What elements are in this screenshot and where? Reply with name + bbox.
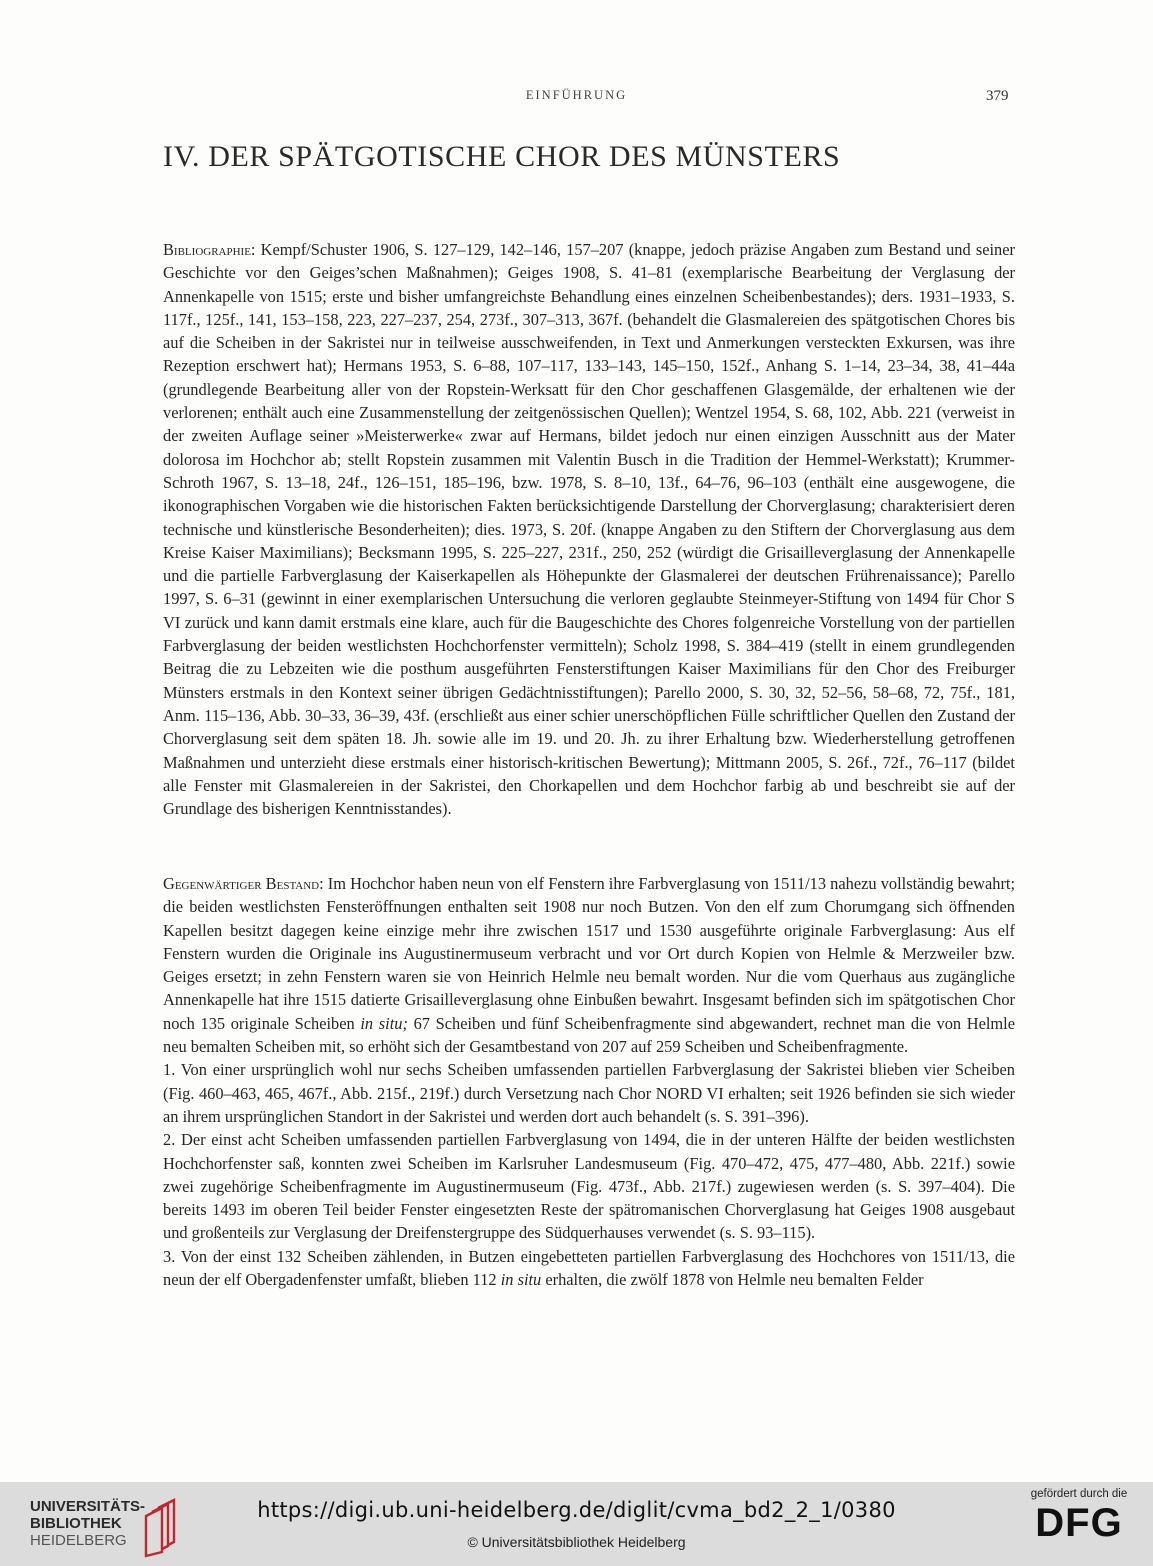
footer-bar: [0, 1482, 1153, 1566]
holdings-item-3: [163, 1245, 1015, 1292]
page-number: 379: [986, 88, 1009, 104]
chapter-title: IV. DER SPÄTGOTISCHE CHOR DES MÜNSTERS: [163, 140, 841, 173]
dfg-logo-text: DFG: [1035, 1501, 1123, 1545]
holdings-item-2: 2. Der einst acht Scheiben umfassenden partiellen Farbverglasung von 1494, die in der unteren Hälfte der beiden westlichsten Hochchorfenster saß, konnten zwei Scheiben im Karlsruher Landesmuseum (Fig. 470–472, 475, 477–480, Abb. 221f.) sowie zwei zugehörige Scheibenfragmente im Augustinermuseum (Fig. 473f., Abb. 217f.) zugewiesen werden (s. S. 397–404). Die bereits 1493 im oberen Teil beider Fenster eingesetzten Reste der spätromanischen Chorverglasung hat Geiges 1908 ausgebaut und großenteils zur Verglasung der Dreifenstergruppe des Südquerhauses verwendet (s. S. 93–115).: [163, 1130, 1015, 1243]
holdings-item-3-text: 3. Von der einst 132 Scheiben zählenden, in Butzen eingebetteten partiellen Farbverglasung des Hochchores von 1511/13, die neun der elf Obergadenfenster umfaßt, blieben 112: [163, 1246, 1015, 1290]
holdings-intro-italic: in situ;: [360, 1013, 408, 1033]
funding-caption: gefördert durch die: [1030, 1488, 1128, 1500]
running-head: EINFÜHRUNG: [525, 88, 628, 102]
library-name-line-3: HEIDELBERG: [30, 1532, 127, 1549]
holdings-label: Gegenwärtiger Bestand:: [163, 874, 324, 893]
holdings-intro-paragraph: [163, 872, 1015, 1058]
bibliography-label: Bibliographie:: [163, 240, 256, 259]
bibliography-paragraph: [163, 238, 1015, 820]
library-name-line-2: BIBLIOTHEK: [30, 1515, 122, 1532]
current-holdings-section: [163, 872, 1015, 1291]
bibliography-text: Kempf/Schuster 1906, S. 127–129, 142–146, 157–207 (knappe, jedoch präzise Angaben zum Bestand und seiner Geschichte vor den Geiges’schen Maßnahmen); Geiges 1908, S. 41–81 (exemplarische Bearbeitung der Verglasung der Annenkapelle von 1515; erste und bisher umfangreichste Behandlung eines einzelnen Scheibenbestandes); ders. 1931–1933, S. 117f., 125f., 141, 153–158, 223, 227–237, 254, 273f., 307–313, 367f. (behandelt die Glasmalereien des spätgotischen Chores bis auf die Scheiben in der Sakristei nur in teilweise ausschweifenden, in Text und Anmerkungen versteckten Exkursen, was ihre Rezeption erschwert hat); Hermans 1953, S. 6–88, 107–117, 133–143, 145–150, 152f., Anhang S. 1–14, 23–34, 38, 41–44a (grundlegende Bearbeitung aller von der Ropstein-Werksatt für den Chor geschaffenen Glasgemälde, der erhaltenen wie der verlorenen; enthält auch eine Zusammenstellung der zeitgenössischen Quellen); Wentzel 1954, S. 68, 102, Abb. 221 (verweist in der zweiten Auflage seiner »Meisterwerke« zwar auf Hermans, bildet jedoch nur einen einzigen Ausschnitt aus der Mater dolorosa im Hochchor ab; stellt Ropstein zusammen mit Valentin Busch in die Tradition der Hemmel-Werkstatt); Krummer-Schroth 1967, S. 13–18, 24f., 126–151, 185–196, bzw. 1978, S. 8–10, 13f., 64–76, 96–103 (enthält eine ausgewogene, die ikonographischen Vorgaben wie die historischen Fakten berücksichtigende Darstellung der Chorverglasung; charakterisiert deren technische und künstlerische Besonderheiten); dies. 1973, S. 20f. (knappe Angaben zu den Stiftern der Chorverglasung aus dem Kreise Kaiser Maximilians); Becksmann 1995, S. 225–227, 231f., 250, 252 (würdigt die Grisailleverglasung der Annenkapelle und die partielle Farbverglasung der Kaiserkapellen als Höhepunkte der Glasmalerei der deutschen Frührenaissance); Parello 1997, S. 6–31 (gewinnt in einer exemplarischen Untersuchung die verloren geglaubte Steinmeyer-Stiftung von 1494 für Chor S VI zurück und kann damit erstmals eine klare, auch für die Baugeschichte des Chores folgenreiche Vorstellung von der partiellen Farbverglasung der beiden westlichsten Hochchorfenster vermitteln); Scholz 1998, S. 384–419 (stellt in einem grundlegenden Beitrag die zu Lebzeiten wie die posthum ausgeführten Fensterstiftungen Kaiser Maximilians für den Chor des Freiburger Münsters erstmals in den Kontext seiner übrigen Gedächtnisstiftungen); Parello 2000, S. 30, 32, 52–56, 58–68, 72, 75f., 181, Anm. 115–136, Abb. 30–33, 36–39, 43f. (erschließt aus einer schier unerschöpflichen Fülle schriftlicher Quellen den Zustand der Chorverglasung seit dem späten 18. Jh. sowie alle im 19. und 20. Jh. zu ihrer Erhaltung bzw. Wiederherstellung getroffenen Maßnahmen und unterzieht diese erstmals einer historisch-kritischen Bewertung); Mittmann 2005, S. 26f., 72f., 76–117 (bildet alle Fenster mit Glasmalereien in der Sakristei, den Chorkapellen und dem Hochchor farbig ab und beschreibt sie auf der Grundlage des bisherigen Kenntnisstandes).: [163, 240, 1015, 819]
dfg-logo[interactable]: [1024, 1488, 1134, 1558]
document-url-link[interactable]: https://digi.ub.uni-heidelberg.de/diglit/cvma_bd2_2_1/0380: [257, 1498, 896, 1522]
copyright-notice: © Universitätsbibliothek Heidelberg: [467, 1534, 686, 1550]
holdings-intro-text: Im Hochchor haben neun von elf Fenstern ihre Farbverglasung von 1511/13 nahezu vollständig bewahrt; die beiden westlichsten Fensteröffnungen enthalten seit 1908 nur noch Butzen. Von den elf zum Chorumgang sich öffnenden Kapellen besitzt dagegen keine einzige mehr ihre zwischen 1517 und 1530 ausgeführte originale Farbverglasung: Aus elf Fenstern wurden die Originale ins Augustinermuseum verbracht und vor Ort durch Kopien von Helmle & Merzweiler bzw. Geiges ersetzt; in zehn Fenstern waren sie von Heinrich Helmle neu bemalt worden. Nur die vom Querhaus aus zugängliche Annenkapelle hat ihre 1515 datierte Grisailleverglasung ohne Einbußen bewahrt. Insgesamt befinden sich im spätgotischen Chor noch 135 originale Scheiben: [163, 874, 1016, 1033]
holdings-item-1: 1. Von einer ursprünglich wohl nur sechs Scheiben umfassenden partiellen Farbverglasung der Sakristei blieben vier Scheiben (Fig. 460–463, 465, 467f., Abb. 215f., 219f.) durch Versetzung nach Chor NORD VI erhalten; seit 1926 befinden sie sich wieder an ihrem ursprünglichen Standort in der Sakristei und werden dort auch behandelt (s. S. 391–396).: [163, 1060, 1015, 1126]
library-name-line-1: UNIVERSITÄTS-: [30, 1498, 146, 1515]
bibliography-section: [163, 238, 1015, 820]
holdings-item-3-rest: erhalten, die zwölf 1878 von Helmle neu bemalten Felder: [541, 1270, 924, 1290]
holdings-item-3-italic: in situ: [500, 1270, 542, 1290]
holdings-intro-rest: 67 Scheiben und fünf Scheibenfragmente sind abgewandert, rechnet man die von Helmle neu bemalten Scheiben mit, so erhöht sich der Gesamtbestand von 207 auf 259 Scheiben und Scheibenfragmente.: [163, 1013, 1015, 1057]
